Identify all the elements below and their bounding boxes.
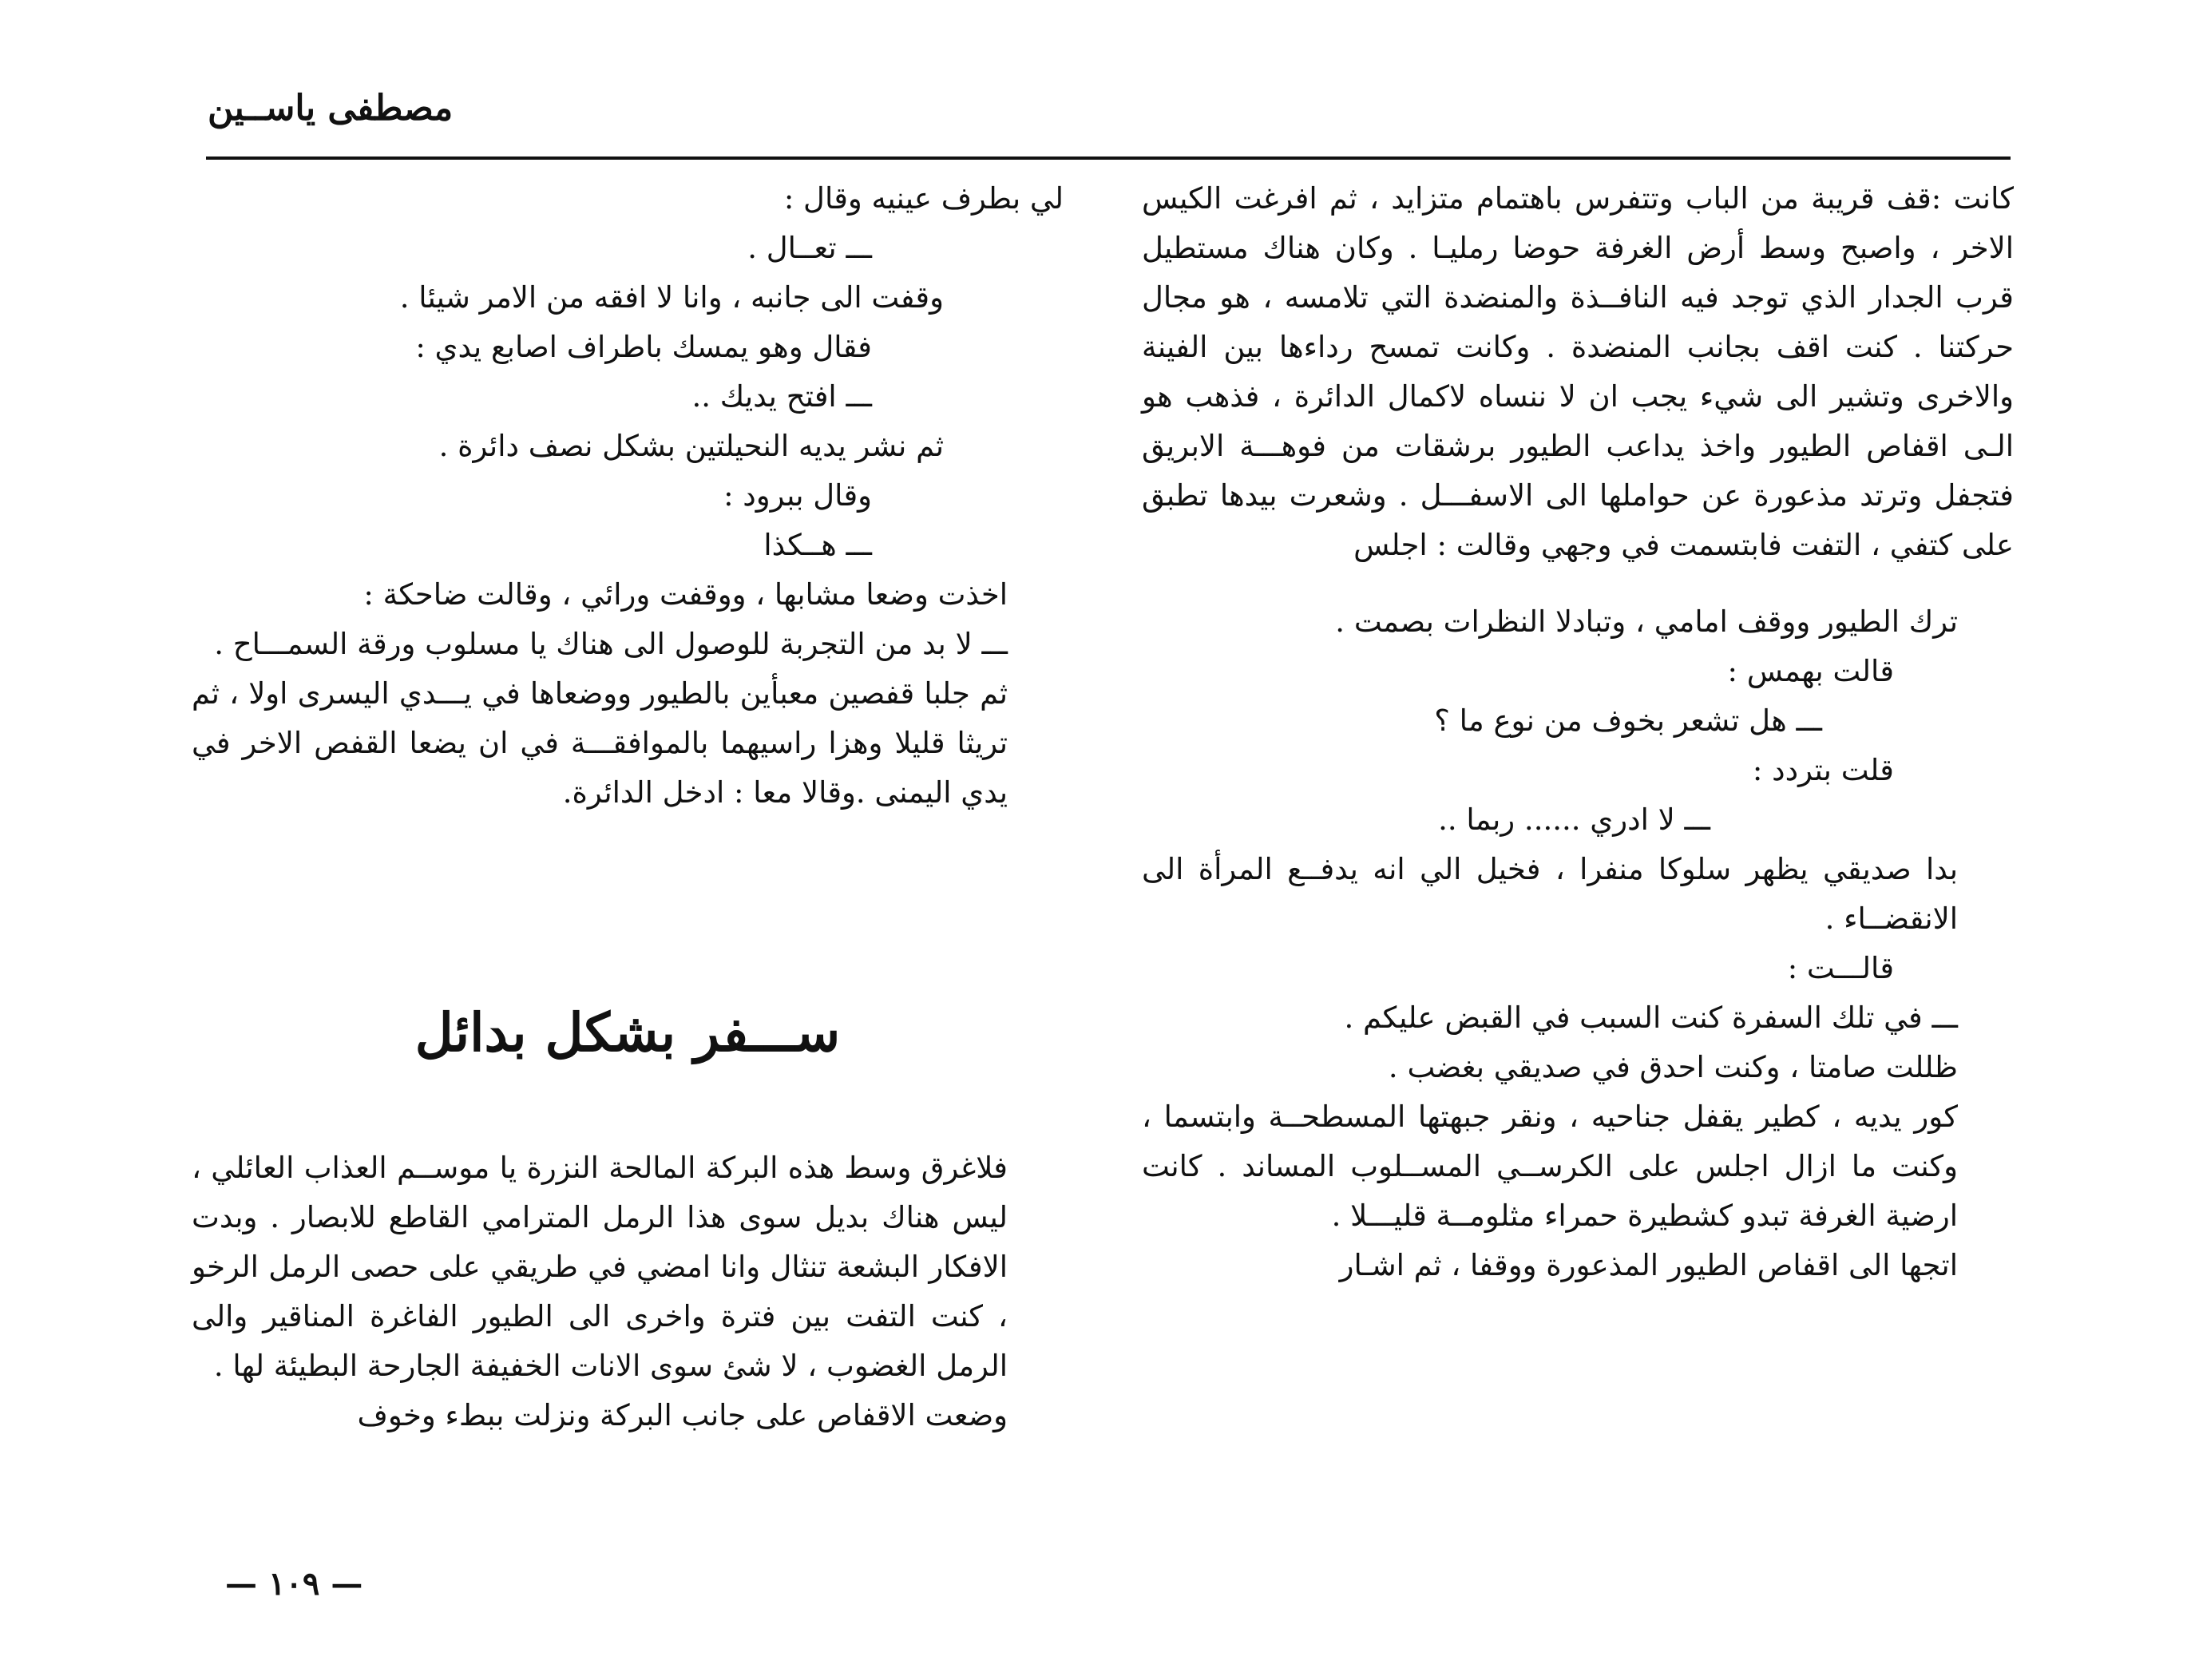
left-column-bottom xyxy=(192,1143,1064,1440)
paragraph: ـــ لا بد من التجربة للوصول الى هناك يا مسلوب ورقة السمـــاح . xyxy=(214,627,1008,661)
paragraph-gap xyxy=(1142,570,2014,597)
right-column xyxy=(1142,174,2014,1290)
paragraph: ـــ هل تشعر بخوف من نوع ما ؟ xyxy=(1434,703,1822,738)
paragraph: قالت بهمس : xyxy=(1727,654,1894,688)
paragraph: ـــ تعــال . xyxy=(747,231,872,265)
section-title: ســـفر بشكل بدائل xyxy=(414,1001,841,1064)
paragraph: ظللت صامتا ، وكنت احدق في صديقي بغضب . xyxy=(1388,1050,1958,1084)
paragraph: ترك الطيور ووقف امامي ، وتبادلا النظرات بصمت . xyxy=(1335,604,1958,639)
paragraph: وقال ببرود : xyxy=(723,478,872,513)
paragraph: ـــ هــكذا xyxy=(763,528,872,562)
paragraph: فلاغرق وسط هذه البركة المالحة النزرة يا موســم العذاب العائلي ، ليس هناك بديل سوى هذا الرمل المترامي القاطع للابصار . وبدت الافكار البشعة تنثال وانا امضي في طريقي على حصى الرمل الرخو ، كنت التفت بين فترة واخرى الى الطيور الفاغرة المناقير والى الرمل الغضوب ، لا شئ سوى الانات الخفيفة الجارحة البطيئة لها . xyxy=(192,1151,1008,1383)
paragraph: كور يديه ، كطير يقفل جناحيه ، ونقر جبهتها المسطحــة وابتسما ، وكنت ما ازال اجلس على الكرســي المســلوب المساند . كانت ارضية الغرفة تبدو كشطيرة حمراء مثلومــة قليـــلا . xyxy=(1142,1100,1958,1233)
paragraph: ثم جلبا قفصين معبأين بالطيور ووضعاها في يـــدي اليسرى اولا ، ثم تريثا قليلا وهزا راسيهما بالموافقـــة في ان يضعا القفص الاخر في يدي اليمنى .وقالا معا : ادخل الدائرة. xyxy=(192,676,1008,810)
paragraph: كانت :قف قريبة من الباب وتتفرس باهتمام متزايد ، ثم افرغت الكيس الاخر ، واصبح وسط أرض الغرفة حوضا رمليـا . وكان هناك مستطيل قرب الجدار الذي توجد فيه النافــذة والمنضدة التي تلامسه ، هو مجال حركتنا . كنت اقف بجانب المنضدة . وكانت تمسح رداءها بين الفينة والاخرى وتشير الى شيء يجب ان لا ننساه لاكمال الدائرة ، فذهب هو الـى اقفاص الطيور واخذ يداعب الطيور برشقات من فوهـــة الابريق فتجفل وترتد مذعورة عن حواملها الى الاسفـــل . وشعرت بيدها تطبق على كتفي ، التفت فابتسمت في وجهي وقالت : اجلس xyxy=(1142,181,2014,562)
paragraph: وقفت الى جانبه ، وانا لا افقه من الامر شيئا . xyxy=(399,280,944,315)
paragraph: ـــ في تلك السفرة كنت السبب في القبض عليكم . xyxy=(1344,1000,1958,1035)
paragraph: بدا صديقي يظهر سلوكا منفرا ، فخيل الي انه يدفــع المرأة الى الانقضــاء . xyxy=(1142,852,1958,936)
left-column-top xyxy=(192,174,1064,818)
page-number: — ١٠٩ — xyxy=(225,1565,363,1603)
header-rule xyxy=(206,157,2011,160)
paragraph: وضعت الاقفاص على جانب البركة ونزلت ببطء وخوف xyxy=(357,1398,1008,1432)
paragraph: فقال وهو يمسك باطراف اصابع يدي : xyxy=(415,330,872,364)
paragraph: لي بطرف عينيه وقال : xyxy=(783,181,1064,216)
paragraph: اخذت وضعا مشابها ، ووقفت ورائي ، وقالت ضاحكة : xyxy=(363,577,1008,612)
paragraph: اتجها الى اقفاص الطيور المذعورة ووقفا ، ثم اشـار xyxy=(1339,1248,1958,1282)
paragraph: ـــ لا ادري ...... ربما .. xyxy=(1438,802,1710,837)
running-head-author: مصطفى ياســين xyxy=(208,88,454,129)
paragraph: قلت بتردد : xyxy=(1752,753,1894,787)
paragraph: ثم نشر يديه النحيلتين بشكل نصف دائرة . xyxy=(438,429,944,463)
paragraph: ـــ افتح يديك .. xyxy=(691,379,872,414)
paragraph: قالـــت : xyxy=(1787,951,1894,985)
